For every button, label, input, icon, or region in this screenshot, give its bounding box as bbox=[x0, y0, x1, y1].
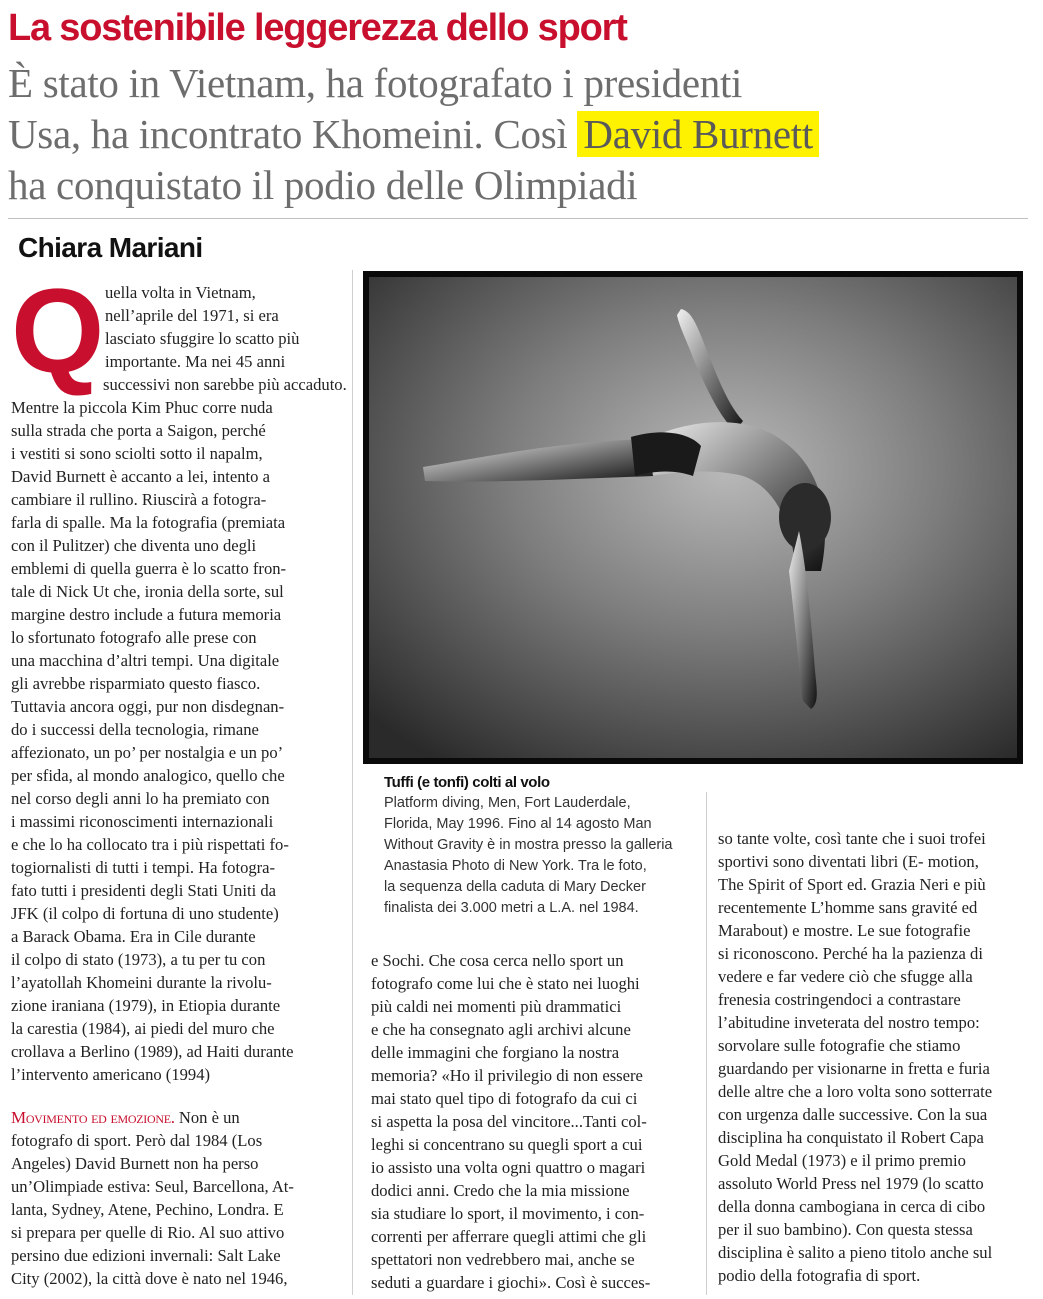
text-line: Florida, May 1996. Fino al 14 agosto Man bbox=[384, 816, 652, 832]
column-3-lines bbox=[718, 827, 1040, 1287]
drop-cap: Q bbox=[11, 264, 105, 398]
subtitle-line-2 bbox=[8, 109, 1028, 160]
text-line: Without Gravity è in mostra presso la galleria bbox=[384, 837, 673, 853]
text-line: per sfida, al mondo analogico, quello che bbox=[11, 766, 285, 785]
text-line: con urgenza dalle successive. Con la sua bbox=[718, 1105, 988, 1124]
text-line: l’abitudine inveterata del nostro tempo: bbox=[718, 1013, 980, 1032]
text-line: sportivi sono diventati libri (E- motion, bbox=[718, 852, 979, 871]
text-line: sorvolare sulle fotografie che stiamo bbox=[718, 1036, 961, 1055]
text-line: si aspetta la posa del vincitore...Tanti col- bbox=[371, 1112, 647, 1131]
text-line: guardando per visionarne in fretta e furia bbox=[718, 1059, 990, 1078]
section-first-line-text: Non è un bbox=[174, 1108, 240, 1127]
article-column-1 bbox=[11, 264, 347, 1290]
text-line: correnti per afferrare quegli attimi che gli bbox=[371, 1227, 647, 1246]
text-line: sulla strada che porta a Saigon, perché bbox=[11, 421, 266, 440]
subtitle-line-2-text: Usa, ha incontrato Khomeini. Così bbox=[8, 111, 578, 157]
text-line: zione iraniana (1979), in Etiopia durante bbox=[11, 996, 281, 1015]
article-column-2 bbox=[371, 949, 701, 1294]
author-byline: Chiara Mariani bbox=[18, 232, 203, 263]
text-line: uella volta in Vietnam, bbox=[105, 283, 256, 302]
text-line: JFK (il colpo di fortuna di uno studente) bbox=[11, 904, 279, 923]
text-line: si prepara per quelle di Rio. Al suo attivo bbox=[11, 1223, 285, 1242]
text-line: per il suo bambino). Con questa stessa bbox=[718, 1220, 973, 1239]
text-line: una macchina d’altri tempi. Una digitale bbox=[11, 651, 280, 670]
text-line: podio della fotografia di sport. bbox=[718, 1266, 921, 1285]
highlighted-name: David Burnett bbox=[577, 111, 819, 157]
text-line: so tante volte, così tante che i suoi trofei bbox=[718, 829, 986, 848]
text-line: frenesia costringendoci a contrastare bbox=[718, 990, 961, 1009]
text-line: importante. Ma nei 45 anni bbox=[105, 352, 286, 371]
text-line: con il Pulitzer) che diventa uno degli bbox=[11, 536, 257, 555]
column-2-lines bbox=[371, 949, 701, 1294]
text-line: Gold Medal (1973) e il primo premio bbox=[718, 1151, 966, 1170]
text-line: mai stato quel tipo di fotografo da cui ci bbox=[371, 1089, 638, 1108]
text-line: cambiare il rullino. Riuscirà a fotogra- bbox=[11, 490, 267, 509]
text-line: l’intervento americano (1994) bbox=[11, 1065, 211, 1084]
text-line: disciplina ha conquistato il Robert Capa bbox=[718, 1128, 984, 1147]
text-line: do i successi della tecnologia, rimane bbox=[11, 720, 259, 739]
text-line: delle altre che a loro volta sono sotterrate bbox=[718, 1082, 993, 1101]
text-line: emblemi di quella guerra è lo scatto fron- bbox=[11, 559, 287, 578]
text-line: Anastasia Photo di New York. Tra le foto, bbox=[384, 858, 647, 874]
text-line: tale di Nick Ut che, ironia della sorte, sul bbox=[11, 582, 284, 601]
text-line: l’ayatollah Khomeini durante la rivolu- bbox=[11, 973, 272, 992]
text-line: gli avrebbe risparmiato questo fiasco. bbox=[11, 674, 261, 693]
text-line: Platform diving, Men, Fort Lauderdale, bbox=[384, 795, 631, 811]
text-line: recentemente L’homme sans gravité ed bbox=[718, 898, 978, 917]
subtitle bbox=[8, 58, 1028, 211]
text-line: togiornalisti di tutti i tempi. Ha fotogra- bbox=[11, 858, 276, 877]
diver-illustration bbox=[363, 271, 1023, 764]
text-line: i vestiti si sono sciolti sotto il napalm, bbox=[11, 444, 263, 463]
text-line: e che ha consegnato agli archivi alcune bbox=[371, 1020, 631, 1039]
caption-title: Tuffi (e tonfi) colti al volo bbox=[384, 774, 550, 791]
text-line: lasciato sfuggire lo scatto più bbox=[105, 329, 300, 348]
text-line: vedere e far vedere ciò che sfugge alla bbox=[718, 967, 973, 986]
text-line: Mentre la piccola Kim Phuc corre nuda bbox=[11, 398, 273, 417]
text-line: si riconoscono. Perché ha la pazienza di bbox=[718, 944, 983, 963]
text-line: The Spirit of Sport ed. Grazia Neri e più bbox=[718, 875, 986, 894]
text-line: assoluto World Press nel 1979 (lo scatto bbox=[718, 1174, 984, 1193]
text-line: successivi non sarebbe più accaduto. bbox=[103, 375, 347, 394]
text-line: seduti a guardare i giochi». Così è succes- bbox=[371, 1273, 651, 1292]
text-line: fato tutti i presidenti degli Stati Uniti da bbox=[11, 881, 276, 900]
header-divider bbox=[8, 218, 1028, 219]
subtitle-line-1: È stato in Vietnam, ha fotografato i presidenti bbox=[8, 60, 743, 106]
photo-caption bbox=[384, 772, 704, 919]
text-line: a Barack Obama. Era in Cile durante bbox=[11, 927, 256, 946]
section-first-line bbox=[11, 1106, 341, 1129]
headline: La sostenibile leggerezza dello sport bbox=[8, 7, 627, 49]
text-line: lo sfortunato fotografo alle prese con bbox=[11, 628, 257, 647]
text-line: i massimi riconoscimenti internazionali bbox=[11, 812, 274, 831]
text-line: la carestia (1984), ai piedi del muro che bbox=[11, 1019, 275, 1038]
text-line: David Burnett è accanto a lei, intento a bbox=[11, 467, 270, 486]
text-line: e Sochi. Che cosa cerca nello sport un bbox=[371, 951, 624, 970]
text-line: finalista dei 3.000 metri a L.A. nel 1984. bbox=[384, 900, 639, 916]
article-column-3 bbox=[718, 827, 1040, 1287]
text-line: persino due edizioni invernali: Salt Lake bbox=[11, 1246, 281, 1265]
text-line: fotografo come lui che è stato nei luoghi bbox=[371, 974, 640, 993]
column-divider-2 bbox=[706, 792, 707, 1295]
section-heading: Movimento ed emozione. bbox=[11, 1108, 175, 1127]
text-line: il colpo di stato (1973), a tu per tu con bbox=[11, 950, 266, 969]
text-line: memoria? «Ho il privilegio di non essere bbox=[371, 1066, 643, 1085]
text-line: più caldi nei momenti più drammatici bbox=[371, 997, 622, 1016]
text-line: City (2002), la città dove è nato nel 1946, bbox=[11, 1269, 288, 1288]
text-line: farla di spalle. Ma la fotografia (premiata bbox=[11, 513, 286, 532]
paragraph-gap bbox=[11, 1086, 341, 1106]
column-divider-1 bbox=[352, 270, 353, 1295]
text-line: fotografo di sport. Però dal 1984 (Los bbox=[11, 1131, 263, 1150]
section-lines bbox=[11, 1129, 341, 1290]
text-line: nel corso degli anni lo ha premiato con bbox=[11, 789, 270, 808]
text-line: Angeles) David Burnett non ha perso bbox=[11, 1154, 259, 1173]
text-line: affezionato, un po’ per nostalgia e un po’ bbox=[11, 743, 284, 762]
text-line: un’Olimpiade estiva: Seul, Barcellona, At- bbox=[11, 1177, 294, 1196]
text-line: disciplina è salito a pieno titolo anche sul bbox=[718, 1243, 993, 1262]
text-line: margine destro include a futura memoria bbox=[11, 605, 282, 624]
column-1-lines bbox=[11, 264, 347, 1086]
subtitle-line-3: ha conquistato il podio delle Olimpiadi bbox=[8, 162, 638, 208]
text-line: dodici anni. Credo che la mia missione bbox=[371, 1181, 630, 1200]
caption-lines bbox=[384, 793, 704, 919]
text-line: leghi si concentrano su quegli sport a cui bbox=[371, 1135, 643, 1154]
text-line: sia studiare lo sport, il movimento, i con- bbox=[371, 1204, 645, 1223]
text-line: e che lo ha collocato tra i più rispettati fo- bbox=[11, 835, 289, 854]
text-line: delle immagini che forgiano la nostra bbox=[371, 1043, 620, 1062]
text-line: io assisto una volta ogni quattro o magari bbox=[371, 1158, 646, 1177]
text-line: Marabout) e mostre. Le sue fotografie bbox=[718, 921, 971, 940]
text-line: lanta, Sydney, Atene, Pechino, Londra. E bbox=[11, 1200, 284, 1219]
text-line: crollava a Berlino (1989), ad Haiti durante bbox=[11, 1042, 294, 1061]
text-line: della donna cambogiana in cerca di cibo bbox=[718, 1197, 986, 1216]
text-line: spettatori non vedrebbero mai, anche se bbox=[371, 1250, 635, 1269]
text-line: Tuttavia ancora oggi, pur non disdegnan- bbox=[11, 697, 285, 716]
text-line: la sequenza della caduta di Mary Decker bbox=[384, 879, 646, 895]
section-paragraph bbox=[11, 1106, 341, 1290]
text-line: nell’aprile del 1971, si era bbox=[105, 306, 279, 325]
diver-photo bbox=[363, 271, 1023, 764]
